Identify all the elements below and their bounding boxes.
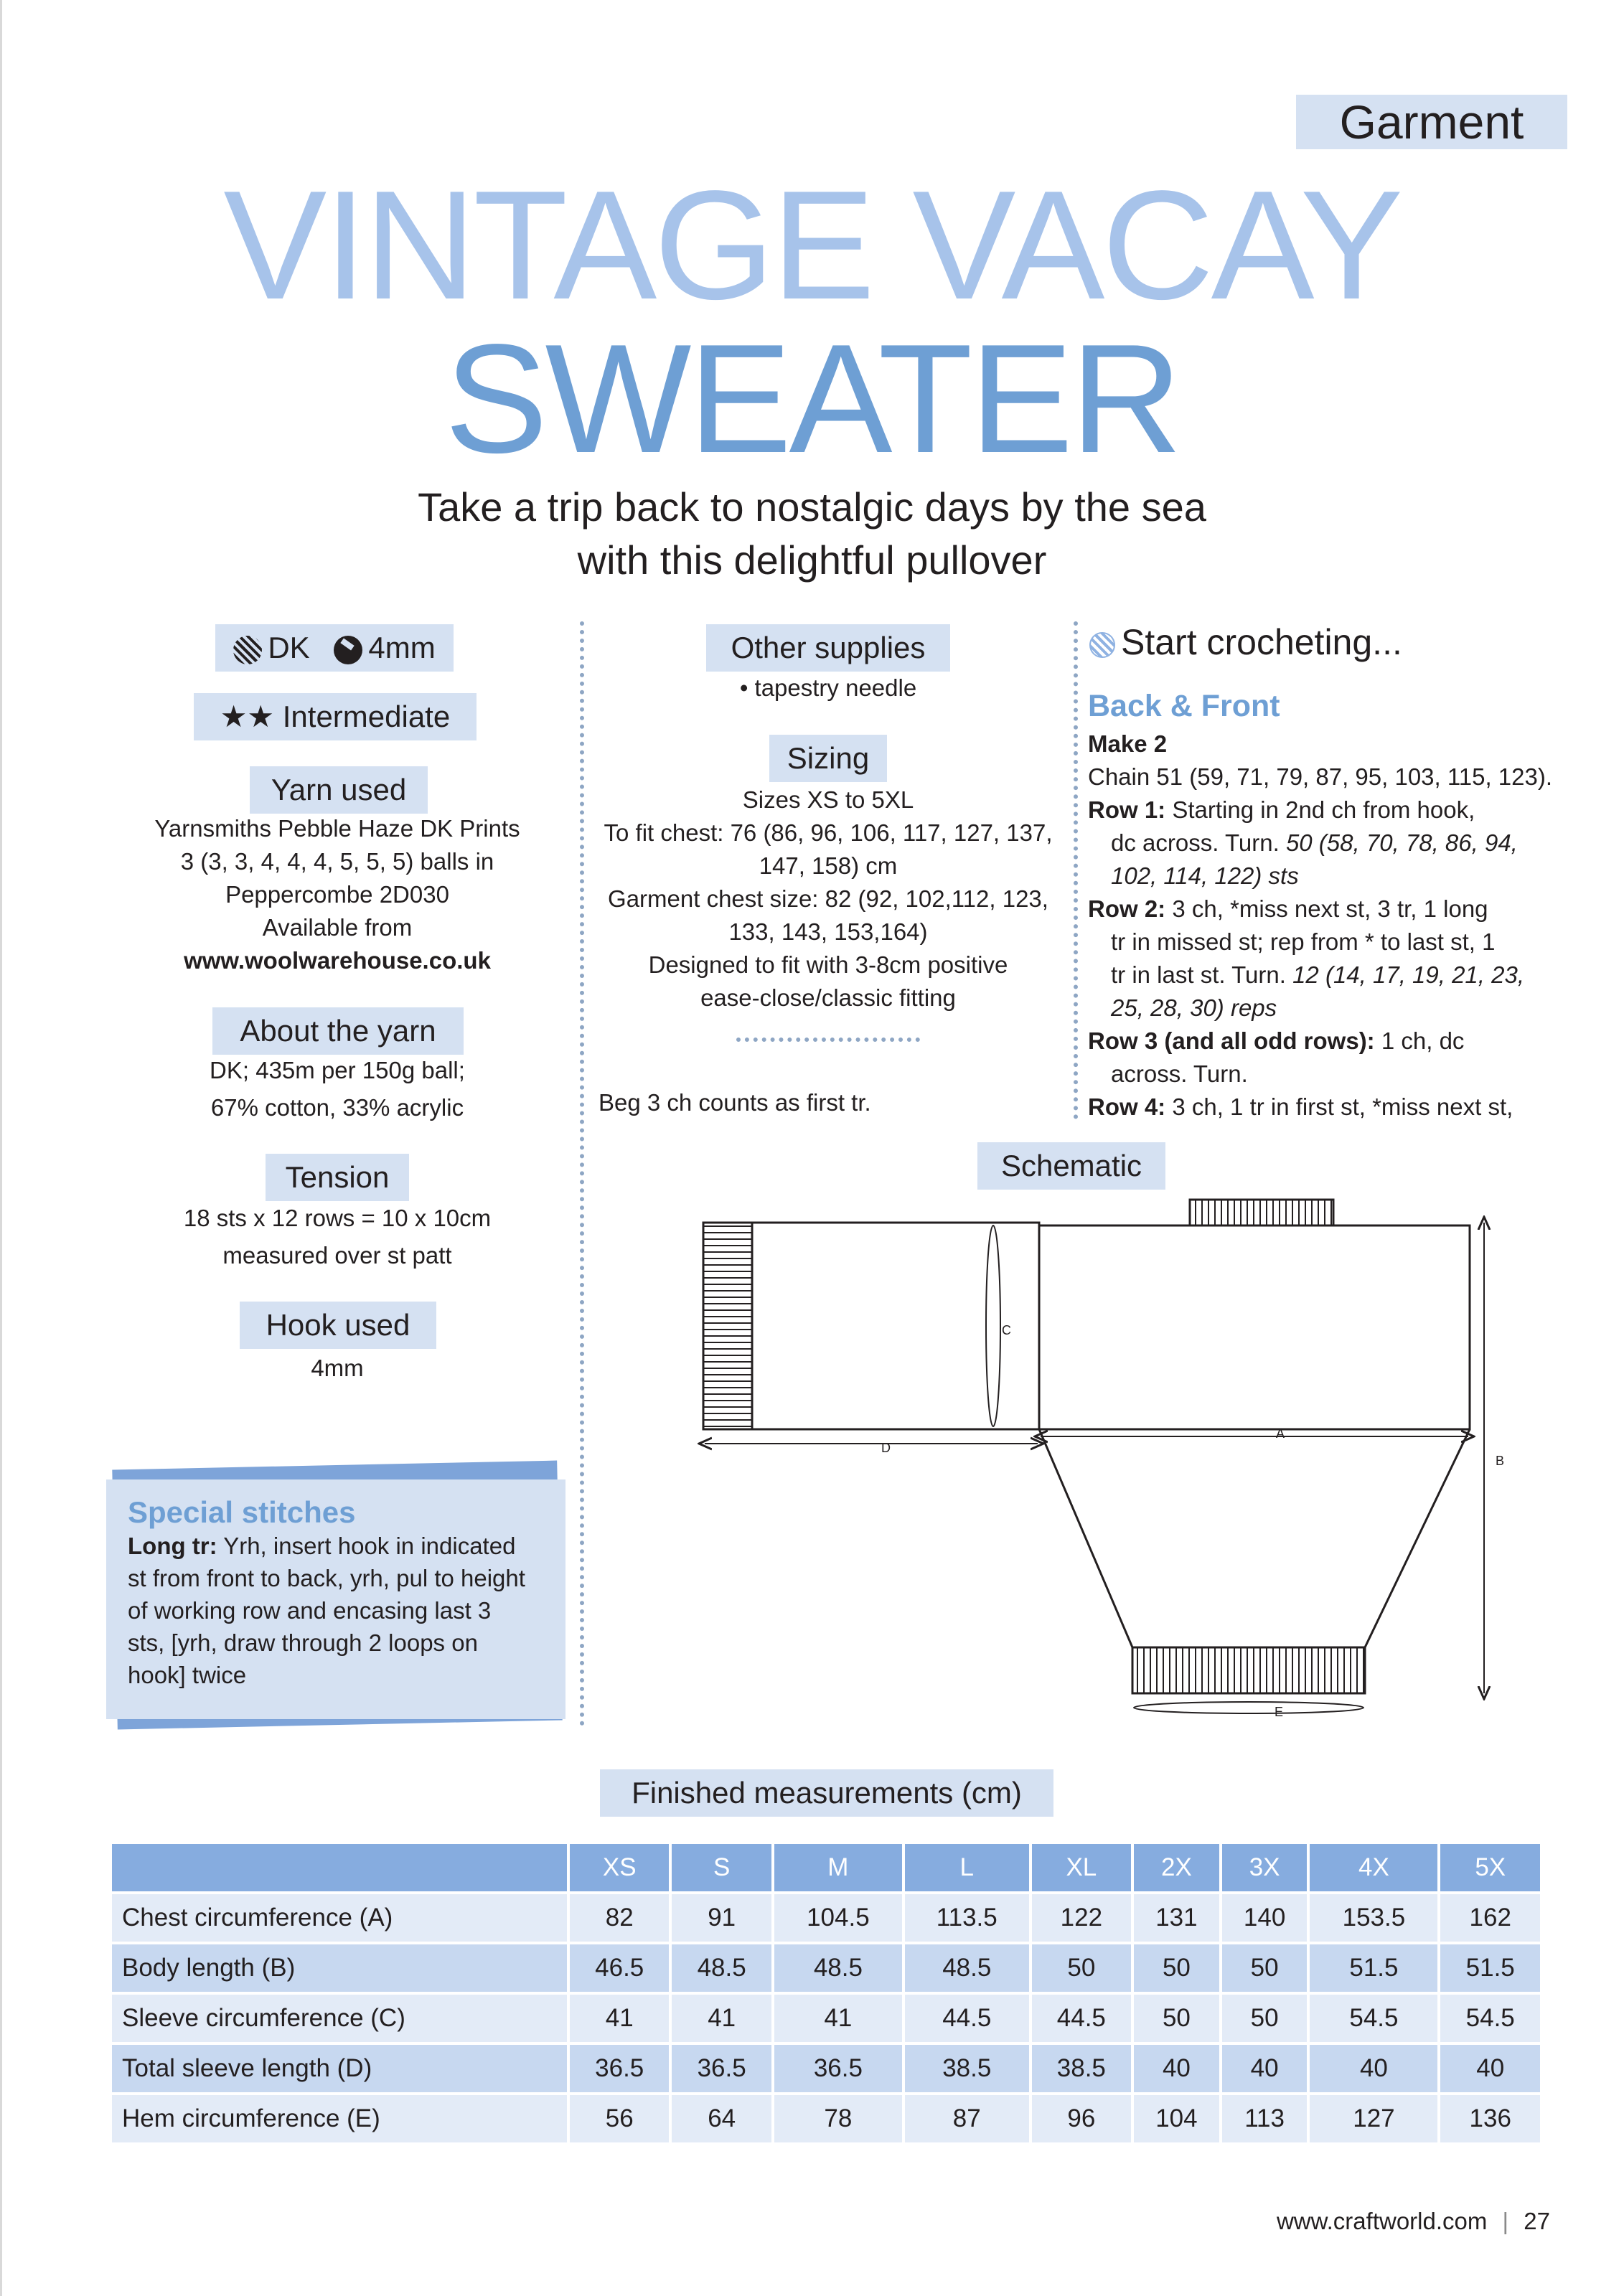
table-cell: 64	[672, 2095, 771, 2142]
yarn-weight: DK	[268, 631, 310, 664]
back-front-heading: Back & Front	[1088, 689, 1280, 723]
row-label: Hem circumference (E)	[112, 2095, 567, 2142]
stitch-line: hook] twice	[128, 1662, 247, 1688]
sizing-line: Sizes XS to 5XL	[742, 786, 914, 813]
about-yarn-line: 67% cotton, 33% acrylic	[210, 1094, 464, 1121]
row-count: 12 (14, 17, 19, 21, 23,	[1292, 961, 1524, 988]
tension-line: 18 sts x 12 rows = 10 x 10cm	[183, 1205, 492, 1231]
footer-divider: |	[1502, 2208, 1509, 2234]
row-text: 1 ch, dc	[1374, 1027, 1465, 1054]
table-cell: 50	[1222, 1944, 1308, 1992]
stitch-line: st from front to back, yrh, pul to height	[128, 1565, 525, 1591]
difficulty-label: Intermediate	[282, 700, 451, 733]
table-row	[112, 1995, 1540, 2042]
table-cell: 127	[1310, 2095, 1437, 2142]
table-cell: 48.5	[905, 1944, 1029, 1992]
row-label: Total sleeve length (D)	[112, 2045, 567, 2092]
label-b: B	[1496, 1454, 1505, 1468]
row-label: Row 3 (and all odd rows):	[1088, 1027, 1375, 1054]
section-tag: Garment	[1296, 95, 1567, 149]
yarn-line: 3 (3, 3, 4, 4, 4, 5, 5, 5) balls in	[180, 848, 494, 875]
special-stitches-text	[128, 1530, 544, 1691]
table-cell: 40	[1222, 2045, 1308, 2092]
sizing-heading: Sizing	[769, 735, 887, 782]
row-1	[1088, 794, 1590, 827]
table-cell: 41	[570, 1995, 669, 2042]
table-cell: 38.5	[1032, 2045, 1131, 2092]
label-e: E	[1275, 1705, 1284, 1719]
pattern-instructions	[1088, 684, 1590, 1124]
measurement-lines	[705, 1223, 1484, 1713]
label-c: C	[1002, 1323, 1011, 1337]
sizing-line: To fit chest: 76 (86, 96, 106, 117, 127, 137,	[604, 819, 1053, 846]
table-cell: 40	[1310, 2045, 1437, 2092]
row-label: Body length (B)	[112, 1944, 567, 1992]
size-header: 5X	[1440, 1844, 1540, 1891]
table-cell: 41	[774, 1995, 902, 2042]
row-label: Row 4:	[1088, 1093, 1166, 1120]
table-cell: 46.5	[570, 1944, 669, 1992]
yarn-ball-icon	[233, 636, 262, 664]
yarn-line: Yarnsmiths Pebble Haze DK Prints	[154, 815, 520, 842]
row-2	[1088, 893, 1590, 926]
row-3	[1088, 1025, 1590, 1058]
measure-e	[1134, 1702, 1363, 1713]
row-1-cont	[1088, 827, 1590, 860]
table-cell: 140	[1222, 1894, 1308, 1942]
table-cell: 50	[1134, 1995, 1219, 2042]
size-header: 3X	[1222, 1844, 1308, 1891]
table-cell: 50	[1134, 1944, 1219, 1992]
table-cell: 54.5	[1440, 1995, 1540, 2042]
make-line: Make 2	[1088, 730, 1168, 757]
table-cell: 44.5	[1032, 1995, 1131, 2042]
size-header: 4X	[1310, 1844, 1437, 1891]
table-cell: 48.5	[774, 1944, 902, 1992]
middle-note: Beg 3 ch counts as first tr.	[599, 1089, 871, 1116]
special-stitches-box	[106, 1479, 565, 1719]
subtitle-line-2: with this delightful pullover	[577, 537, 1047, 583]
yarn-line: Peppercombe 2D030	[225, 881, 449, 908]
body-shape	[1039, 1200, 1470, 1693]
hook-used-value: 4mm	[311, 1355, 364, 1381]
row-text: 3 ch, 1 tr in first st, *miss next st,	[1165, 1093, 1513, 1120]
yarn-url[interactable]: www.woolwarehouse.co.uk	[184, 947, 491, 974]
schematic-heading: Schematic	[977, 1142, 1165, 1190]
size-header: L	[905, 1844, 1029, 1891]
table-cell: 162	[1440, 1894, 1540, 1942]
table-cell: 48.5	[672, 1944, 771, 1992]
start-crocheting-heading: Start crocheting...	[1121, 622, 1402, 662]
start-crocheting	[1089, 618, 1402, 666]
sizing-text	[599, 784, 1058, 1015]
sizing-line: Designed to fit with 3-8cm positive	[648, 951, 1008, 978]
table-cell: 96	[1032, 2095, 1131, 2142]
table-cell: 36.5	[774, 2045, 902, 2092]
table-cell: 131	[1134, 1894, 1219, 1942]
table-cell: 44.5	[905, 1995, 1029, 2042]
row-4	[1088, 1091, 1590, 1124]
size-header: 2X	[1134, 1844, 1219, 1891]
about-yarn-heading: About the yarn	[212, 1007, 464, 1055]
measure-c	[986, 1225, 1000, 1426]
label-a: A	[1276, 1426, 1285, 1441]
table-cell: 153.5	[1310, 1894, 1437, 1942]
sizing-line: ease-close/classic fitting	[700, 984, 956, 1011]
row-text: 3 ch, *miss next st, 3 tr, 1 long	[1165, 895, 1488, 922]
sizing-line: Garment chest size: 82 (92, 102,112, 123,	[608, 885, 1048, 912]
column-divider-left	[580, 621, 584, 1726]
tension-line: measured over st patt	[222, 1242, 452, 1269]
column-divider-right	[1074, 621, 1078, 1119]
table-row	[112, 2095, 1540, 2142]
table-cell: 54.5	[1310, 1995, 1437, 2042]
table-cell: 82	[570, 1894, 669, 1942]
sizing-line: 147, 158) cm	[759, 852, 898, 879]
table-cell: 122	[1032, 1894, 1131, 1942]
table-cell: 38.5	[905, 2045, 1029, 2092]
row-text: Starting in 2nd ch from hook,	[1165, 796, 1475, 823]
yarn-hook-tag	[215, 624, 454, 672]
subtitle-line-1: Take a trip back to nostalgic days by the sea	[418, 484, 1206, 530]
measurements-table	[109, 1841, 1543, 2145]
title-line-2: SWEATER	[444, 311, 1180, 485]
page-number: 27	[1524, 2208, 1550, 2234]
table-row	[112, 1894, 1540, 1942]
table-row	[112, 2045, 1540, 2092]
table-cell: 113.5	[905, 1894, 1029, 1942]
row-2-cont	[1088, 959, 1590, 992]
schematic-diagram	[689, 1191, 1514, 1719]
table-header-row	[112, 1844, 1540, 1891]
stitch-line: Yrh, insert hook in indicated	[217, 1533, 516, 1559]
stitch-line: sts, [yrh, draw through 2 loops on	[128, 1629, 478, 1656]
row-text: tr in last st. Turn.	[1111, 961, 1293, 988]
stitch-line: of working row and encasing last 3	[128, 1597, 492, 1624]
table-cell: 104.5	[774, 1894, 902, 1942]
chain-line: Chain 51 (59, 71, 79, 87, 95, 103, 115, 123).	[1088, 763, 1553, 790]
table-cell: 56	[570, 2095, 669, 2142]
row-text: dc across. Turn.	[1111, 829, 1286, 856]
table-cell: 40	[1134, 2045, 1219, 2092]
yarn-used-heading: Yarn used	[250, 766, 428, 814]
footer	[1148, 2204, 1550, 2239]
title-line-1: VINTAGE VACAY	[223, 158, 1401, 331]
row-count: 102, 114, 122) sts	[1111, 862, 1299, 889]
table-cell: 87	[905, 2095, 1029, 2142]
row-count: 50 (58, 70, 78, 86, 94,	[1285, 829, 1518, 856]
other-supplies-heading: Other supplies	[706, 624, 950, 672]
row-text: across. Turn.	[1111, 1060, 1248, 1087]
hook-icon	[334, 636, 362, 664]
row-label: Sleeve circumference (C)	[112, 1995, 567, 2042]
table-cell: 104	[1134, 2095, 1219, 2142]
table-cell: 51.5	[1310, 1944, 1437, 1992]
other-supplies-item: • tapestry needle	[739, 674, 917, 701]
row-text: tr in missed st; rep from * to last st, 1	[1111, 928, 1496, 955]
special-stitches-heading: Special stitches	[128, 1495, 356, 1529]
row-label: Row 2:	[1088, 895, 1166, 922]
size-header: M	[774, 1844, 902, 1891]
dotted-separator	[736, 1038, 920, 1042]
yarn-line: Available from	[262, 914, 413, 941]
yarn-used-text	[115, 812, 560, 977]
table-cell: 50	[1222, 1995, 1308, 2042]
row-label: Row 1:	[1088, 796, 1166, 823]
table-cell: 50	[1032, 1944, 1131, 1992]
table-cell: 78	[774, 2095, 902, 2142]
table-cell: 113	[1222, 2095, 1308, 2142]
table-cell: 51.5	[1440, 1944, 1540, 1992]
table-cell: 36.5	[672, 2045, 771, 2092]
stitch-term: Long tr:	[128, 1533, 217, 1559]
table-corner	[112, 1844, 567, 1891]
table-cell: 36.5	[570, 2045, 669, 2092]
yarn-ball-icon	[1089, 632, 1115, 658]
size-header: XL	[1032, 1844, 1131, 1891]
measurements-heading: Finished measurements (cm)	[600, 1769, 1053, 1817]
about-yarn-line: DK; 435m per 150g ball;	[210, 1057, 465, 1083]
tension-text	[115, 1200, 560, 1274]
row-count: 25, 28, 30) reps	[1111, 994, 1277, 1021]
star-icon: ★★	[220, 700, 275, 733]
row-label: Chest circumference (A)	[112, 1894, 567, 1942]
table-cell: 91	[672, 1894, 771, 1942]
footer-url[interactable]: www.craftworld.com	[1276, 2208, 1488, 2234]
table-cell: 136	[1440, 2095, 1540, 2142]
about-yarn-text	[115, 1052, 560, 1126]
hook-size: 4mm	[368, 631, 436, 664]
label-d: D	[881, 1441, 891, 1455]
sizing-line: 133, 143, 153,164)	[728, 918, 928, 945]
size-header: XS	[570, 1844, 669, 1891]
table-row	[112, 1944, 1540, 1992]
difficulty-tag	[194, 693, 477, 740]
table-cell: 41	[672, 1995, 771, 2042]
size-header: S	[672, 1844, 771, 1891]
hook-used-heading: Hook used	[240, 1302, 436, 1349]
table-cell: 40	[1440, 2045, 1540, 2092]
tension-heading: Tension	[266, 1154, 409, 1201]
